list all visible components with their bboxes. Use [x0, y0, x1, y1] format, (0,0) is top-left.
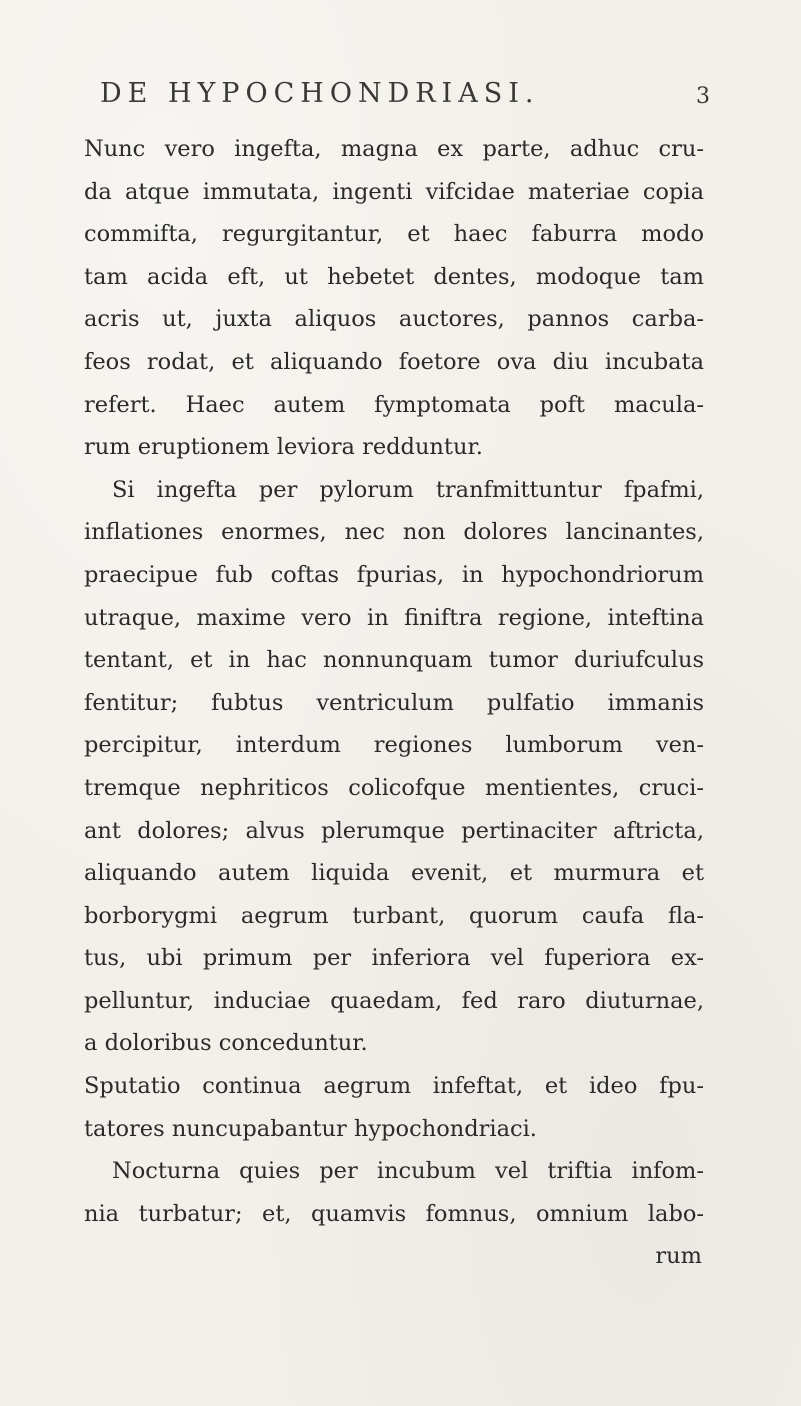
text-line: praecipue fub coftas fpurias, in hypochondriorum [84, 561, 704, 588]
text-line: ant dolores; alvus plerumque pertinaciter aftricta, [84, 817, 704, 844]
text-line: tatores nuncupabantur hypochondriaci. [84, 1115, 537, 1142]
text-line: aliquando autem liquida evenit, et murmura et [84, 860, 704, 887]
text-line: inflationes enormes, nec non dolores lancinantes, [84, 519, 704, 546]
text-line: nia turbatur; et, quamvis fomnus, omnium labo- [84, 1200, 704, 1227]
text-line: refert. Haec autem fymptomata poft macula- [84, 391, 704, 418]
text-line: fentitur; fubtus ventriculum pulfatio immanis [84, 689, 704, 716]
text-line: rum eruptionem leviora redduntur. [84, 434, 483, 461]
text-line: tentant, et in hac nonnunquam tumor duriufculus [84, 647, 704, 674]
text-line: acris ut, juxta aliquos auctores, pannos carba- [84, 306, 704, 333]
text-line: da atque immutata, ingenti vifcidae materiae copia [84, 178, 704, 205]
text-line: Si ingefta per pylorum tranfmittuntur fpafmi, [112, 476, 704, 503]
text-line: utraque, maxime vero in finiftra regione, inteftina [84, 604, 704, 631]
text-line: pelluntur, induciae quaedam, fed raro diuturnae, [84, 987, 704, 1014]
text-line: Nocturna quies per incubum vel triftia infom- [112, 1158, 704, 1185]
text-line: percipitur, interdum regiones lumborum ven- [84, 732, 704, 759]
catchword: rum [655, 1243, 702, 1270]
running-title: DE HYPOCHONDRIASI. [100, 78, 540, 109]
running-head [100, 78, 710, 118]
page-number: 3 [696, 84, 710, 109]
text-line: tam acida eft, ut hebetet dentes, modoque tam [84, 263, 704, 290]
text-line: feos rodat, et aliquando foetore ova diu incubata [84, 348, 704, 375]
text-line: tus, ubi primum per inferiora vel fuperiora ex- [84, 945, 704, 972]
text-line: borborygmi aegrum turbant, quorum caufa fla- [84, 902, 704, 929]
text-line: commifta, regurgitantur, et haec faburra modo [84, 221, 704, 248]
body-text [84, 128, 704, 1278]
text-line: Nunc vero ingefta, magna ex parte, adhuc cru- [84, 136, 704, 162]
text-line: tremque nephriticos colicofque mentientes, cruci- [84, 774, 704, 801]
text-line: a doloribus conceduntur. [84, 1030, 368, 1057]
text-line: Sputatio continua aegrum infeftat, et ideo fpu- [84, 1073, 704, 1100]
